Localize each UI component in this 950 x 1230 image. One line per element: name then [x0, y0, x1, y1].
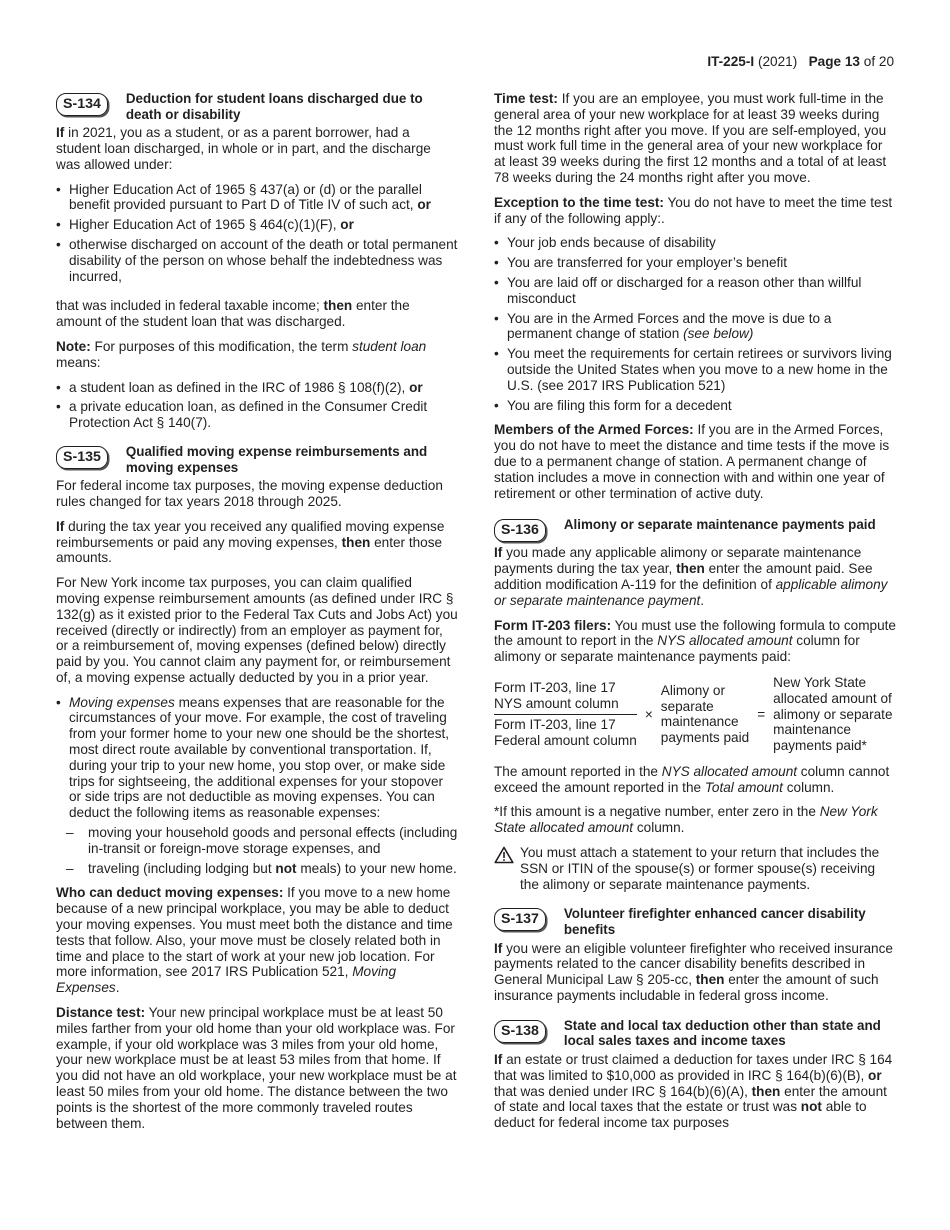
paragraph: If you made any applicable alimony or separate maintenance payments during the tax year, then enter the amount paid. See addition modification A-119 for the definition of applicable alimony or separate maintenance payment.	[494, 545, 888, 608]
section-code-badge: S-137	[494, 908, 546, 931]
section-s134-heading	[56, 91, 458, 122]
section-title: Volunteer firefighter enhanced cancer disability benefits	[563, 906, 866, 938]
paragraph: If in 2021, you as a student, or as a parent borrower, had a student loan discharged, in whole or in part, and the discharge was allowed under:	[56, 125, 431, 172]
dash-list	[56, 825, 458, 876]
paragraph: *If this amount is a negative number, enter zero in the New York State allocated amount column.	[494, 804, 878, 836]
bullet-list	[56, 182, 458, 285]
paragraph: If you were an eligible volunteer firefighter who received insurance payments related to the cancer disability benefits described in General Municipal Law § 205-cc, then enter the amount of such insurance payments includable in federal gross income.	[494, 940, 893, 1004]
left-column	[56, 91, 458, 1140]
paragraph: Distance test: Your new principal workplace must be at least 50 miles farther from your old home than your old workplace was. For example, if your old workplace was 3 miles from your old home, your new workplace must be at least 53 miles from that home. If you did not have an old workplace, your new workplace must be at least 50 miles from your old home. The distance between the two points is the shortest of the more commonly traveled routes between them.	[56, 1005, 457, 1131]
allocation-formula	[494, 675, 896, 754]
section-title: Qualified moving expense reimbursements and moving expenses	[125, 443, 428, 475]
paragraph: that was included in federal taxable income; then enter the amount of the student loan that was discharged.	[56, 298, 410, 330]
warning-text: You must attach a statement to your return that includes the SSN or ITIN of the spouse(s) or former spouse(s) receiving the alimony or separate maintenance payments.	[520, 845, 880, 892]
formula-multiplier: Alimony or separate maintenance payments paid	[660, 682, 750, 746]
note-paragraph: Note: For purposes of this modification, the term student loan means:	[56, 338, 427, 370]
warning-note	[494, 845, 896, 892]
right-column	[494, 91, 896, 1140]
bullet-list	[56, 380, 458, 431]
section-s136-heading	[494, 517, 896, 542]
paragraph: Form IT-203 filers: You must use the following formula to compute the amount to report in the NYS allocated amount column for alimony or separate maintenance payments paid:	[494, 617, 896, 665]
bullet-list	[56, 695, 458, 821]
section-code-badge: S-138	[494, 1020, 546, 1043]
list-item: • Higher Education Act of 1965 § 437(a) or (d) or the parallel benefit provided pursuant to Part D of Title IV of such act, or	[69, 182, 458, 214]
list-item: • Your job ends because of disability	[507, 235, 896, 251]
times-sign: ×	[644, 706, 653, 722]
paragraph: For federal income tax purposes, the moving expense deduction rules changed for tax years 2018 through 2025.	[56, 478, 443, 509]
paragraph: Who can deduct moving expenses: If you move to a new home because of a new principal workplace, you may be able to deduct your moving expenses. You must meet both the distance and time tests that follow. Also, your move must be closely related both in time and place to the start of work at your new job location. For more information, see 2017 IRS Publication 521, Moving Expenses.	[56, 885, 453, 996]
formula-result: New York State allocated amount of alimony or separate maintenance payments paid*	[773, 674, 893, 754]
list-item: • You are filing this form for a decedent	[507, 398, 896, 414]
list-item: • otherwise discharged on account of the death or total permanent disability of the person on whose behalf the indebtedness was incurred,	[69, 237, 458, 284]
list-item: • You meet the requirements for certain retirees or survivors living outside the United States when you move to a new home in the U.S. (see 2017 IRS Publication 521)	[507, 346, 896, 393]
paragraph: Time test: If you are an employee, you must work full-time in the general area of your new workplace for at least 39 weeks during the 12 months right after you move. If you are self-employed, you must work full time in the general area of your new workplace for at least 39 weeks during the first 12 months and a total of at least 78 weeks during the 24 months right after you move.	[494, 91, 887, 185]
list-item: • Higher Education Act of 1965 § 464(c)(1)(F), or	[69, 217, 458, 233]
warning-icon	[494, 846, 514, 864]
formula-denominator: Form IT-203, line 17 Federal amount column	[494, 716, 637, 748]
paragraph: Exception to the time test: You do not have to meet the time test if any of the following apply:.	[494, 194, 893, 226]
section-s138-heading	[494, 1018, 896, 1049]
form-number: IT-225-I	[707, 54, 755, 69]
section-title: State and local tax deduction other than state and local sales taxes and income taxes	[563, 1017, 881, 1049]
list-item: • a student loan as defined in the IRC of 1986 § 108(f)(2), or	[69, 380, 458, 396]
section-code-badge: S-136	[494, 519, 546, 542]
section-code-badge: S-135	[56, 446, 108, 469]
section-title: Deduction for student loans discharged due to death or disability	[125, 91, 423, 122]
list-item: • Moving expenses means expenses that are reasonable for the circumstances of your move. For example, the cost of traveling from your former home to your new one should be the shortest, most direct route available by conventional transportation. If, during your trip to your new home, you stop over, or make side trips for sightseeing, the additional expenses for your stopover or side trips are not deductible as moving expenses. You can deduct the following items as reasonable expenses:	[69, 695, 458, 821]
list-item: • a private education loan, as defined in the Consumer Credit Protection Act § 140(7).	[69, 399, 458, 431]
list-item: • You are laid off or discharged for a reason other than willful misconduct	[507, 275, 896, 307]
paragraph: The amount reported in the NYS allocated amount column cannot exceed the amount reported in the Total amount column.	[494, 763, 890, 795]
page-header	[707, 54, 894, 70]
bullet-list	[494, 235, 896, 413]
section-s137-heading	[494, 906, 896, 937]
formula-numerator: Form IT-203, line 17 NYS amount column	[494, 680, 637, 715]
paragraph: Members of the Armed Forces: If you are in the Armed Forces, you do not have to meet the distance and time tests if the move is due to a permanent change of station. A permanent change of station includes a move in connection with and within one year of retirement or other termination of active duty.	[494, 422, 890, 501]
paragraph: If during the tax year you received any qualified moving expense reimbursements or paid any moving expenses, then enter those amounts.	[56, 518, 445, 566]
page-number: Page 13	[808, 54, 860, 69]
paragraph: For New York income tax purposes, you can claim qualified moving expense reimbursement amounts (as defined under IRC § 132(g) as it existed prior to the Federal Tax Cuts and Jobs Act) you received (directly or indirectly) from an employer as payment for, or a reimbursement of, moving expenses (defined below) directly paid by you. You cannot claim any payment for, or reimbursement of, a moving expense actually deducted by you in a prior year.	[56, 575, 458, 685]
list-item: • You are transferred for your employer’s benefit	[507, 255, 896, 271]
paragraph: If an estate or trust claimed a deduction for taxes under IRC § 164 that was limited to $10,000 as provided in IRC § 164(b)(6)(B), or that was denied under IRC § 164(b)(6)(A), then enter the amount of state and local taxes that the estate or trust was not able to deduct for federal income tax purposes	[494, 1052, 893, 1131]
list-item: – traveling (including lodging but not meals) to your new home.	[88, 861, 458, 877]
list-item: • You are in the Armed Forces and the move is due to a permanent change of station (see below)	[507, 311, 896, 343]
formula-fraction	[494, 680, 637, 748]
list-item: – moving your household goods and personal effects (including in-transit or foreign-move storage expenses, and	[88, 825, 458, 857]
equals-sign: =	[757, 706, 766, 722]
section-s135-heading	[56, 444, 458, 475]
section-title: Alimony or separate maintenance payments paid	[563, 517, 876, 533]
section-code-badge: S-134	[56, 93, 108, 116]
page-total: of 20	[863, 54, 894, 69]
form-year: (2021)	[757, 54, 798, 69]
